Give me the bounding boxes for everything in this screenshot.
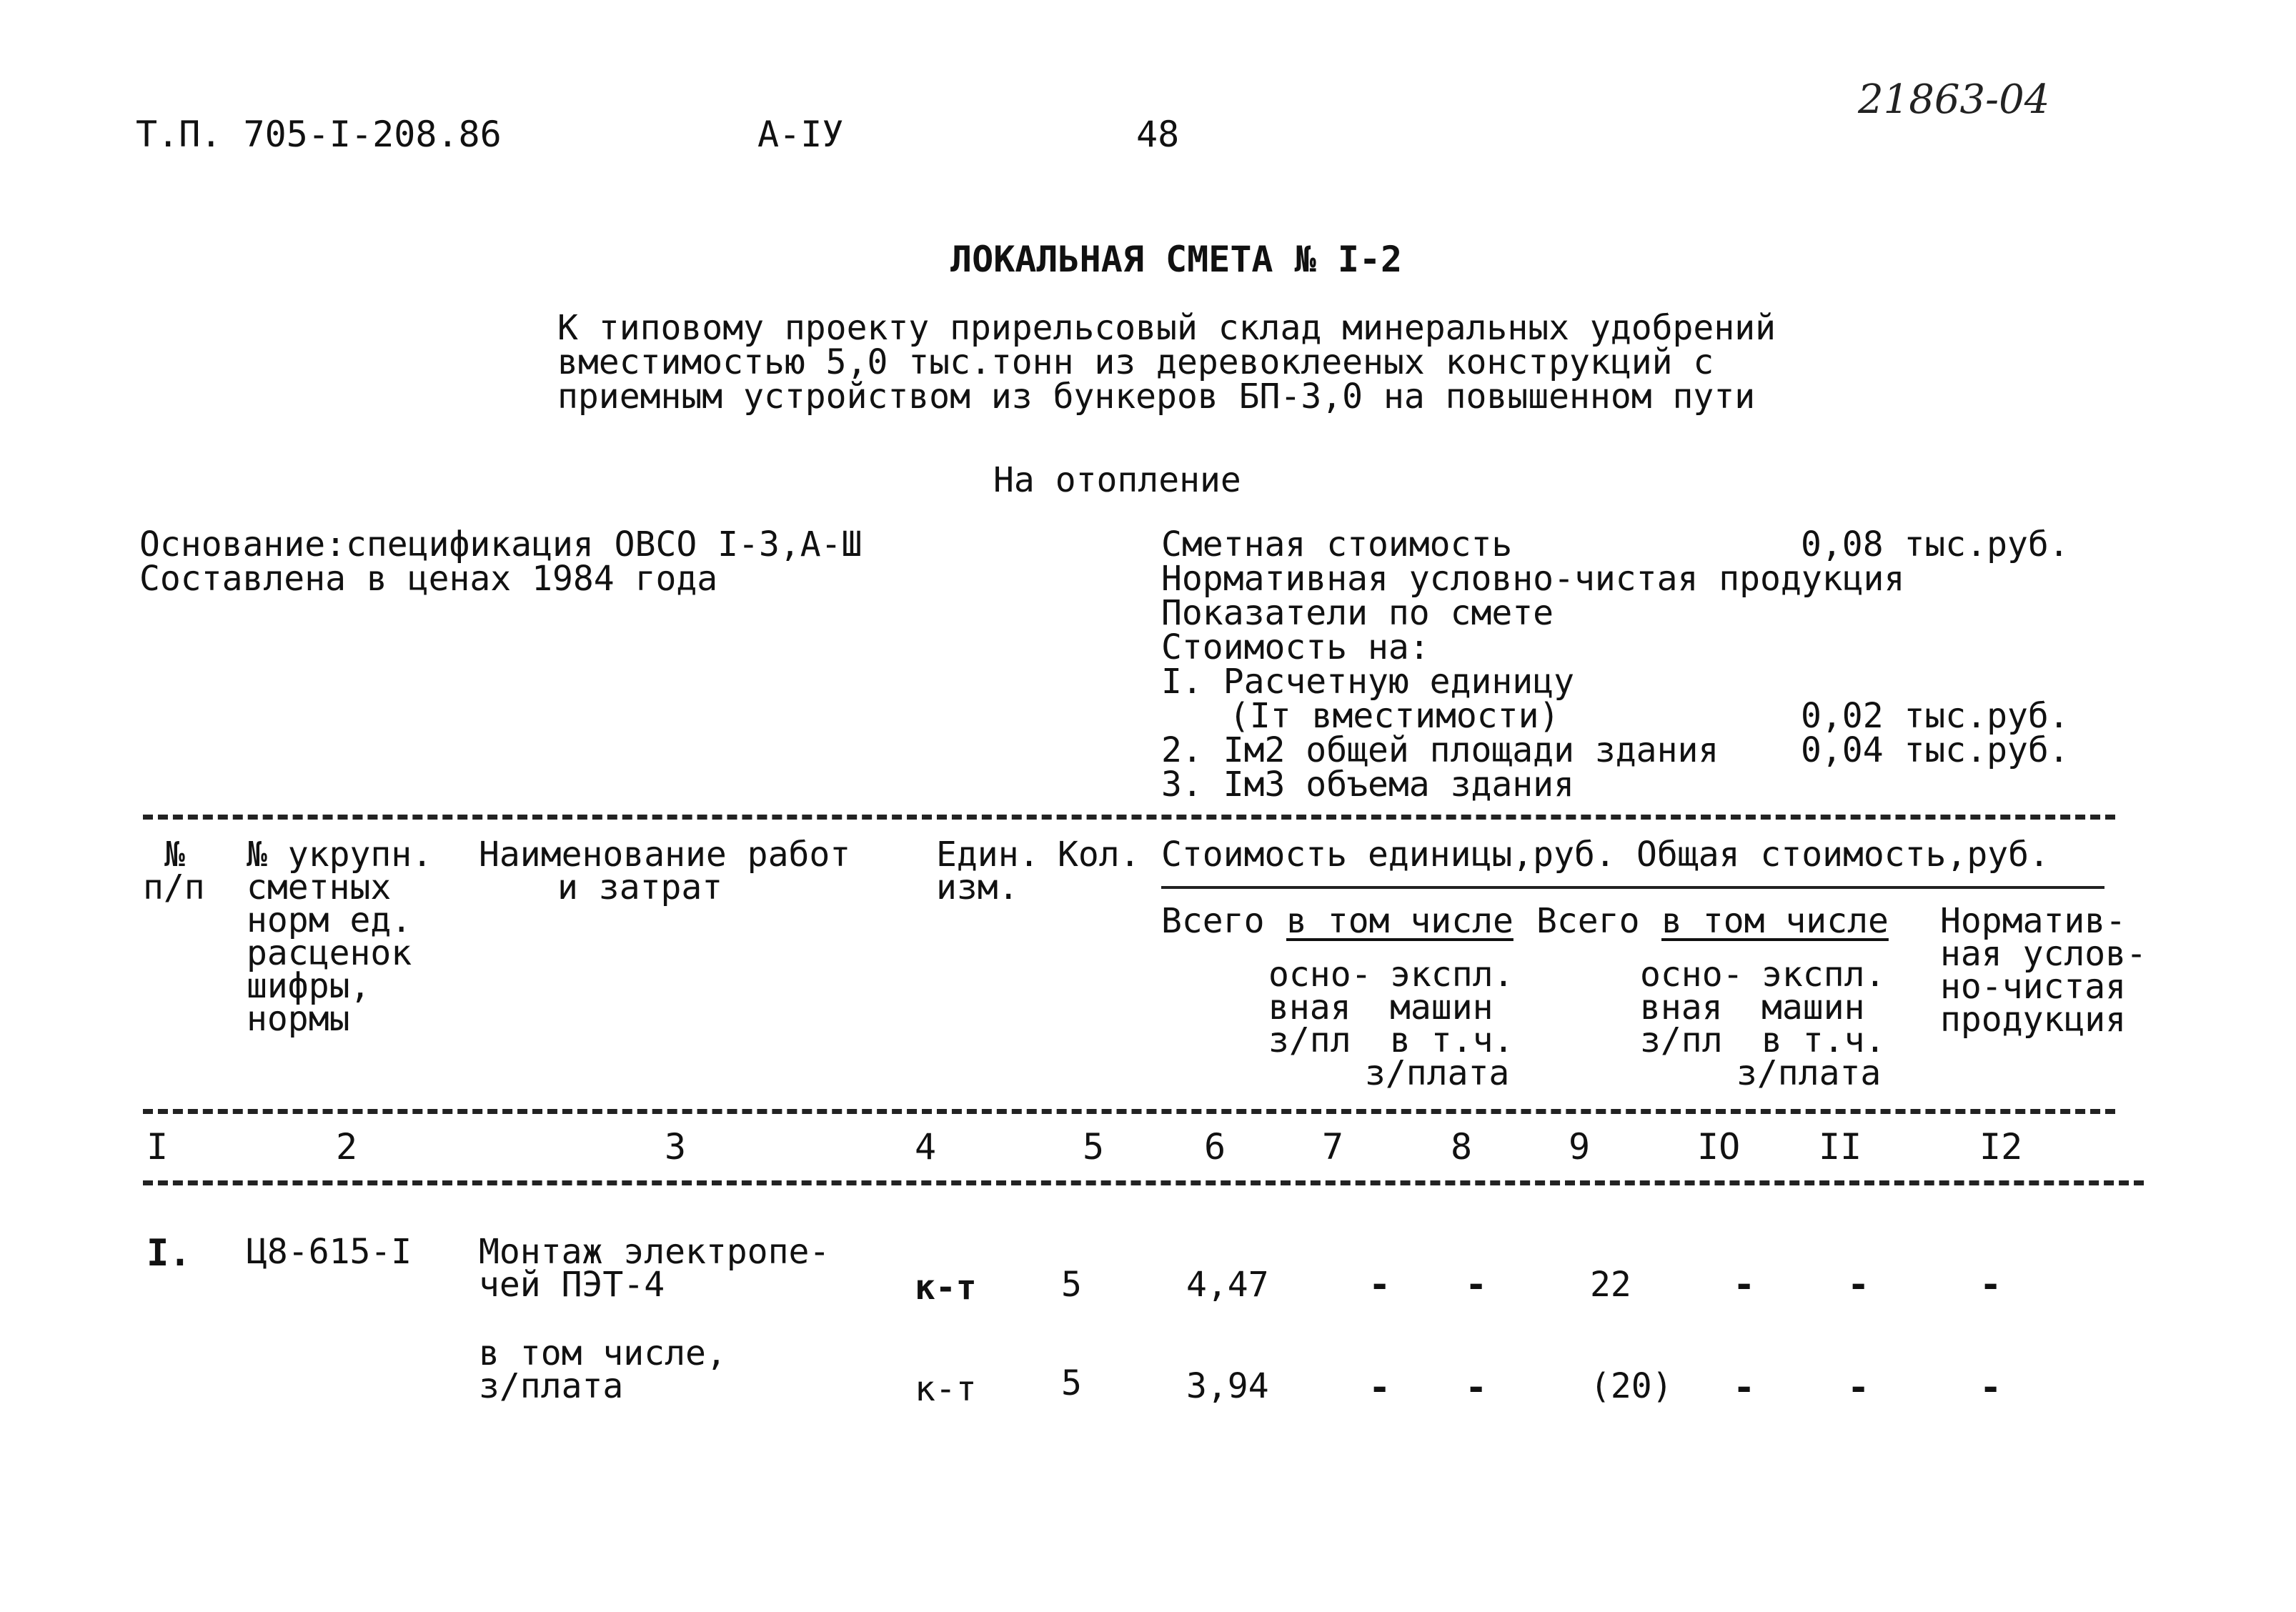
indicator-1-value: 0,02 тыс.руб. [1801, 696, 2069, 736]
column-number-2: 2 [336, 1126, 358, 1168]
unit-total-header: Всего [1161, 901, 1265, 941]
column-number-4: 4 [915, 1126, 937, 1168]
column-number-3: 3 [665, 1126, 687, 1168]
column-numbers-divider [143, 1180, 2144, 1185]
total-machines-header-1: экспл. [1761, 955, 1886, 995]
col-unit-header-2: изм. [936, 867, 1019, 907]
row-total: (20) [1590, 1366, 1673, 1406]
indicator-2-label: 2. Iм2 общей площади здания [1161, 730, 1719, 770]
row-unit-total: 3,94 [1186, 1366, 1269, 1406]
col-number-header-2: п/п [143, 867, 205, 907]
unit-including-header: в том числе [1286, 901, 1514, 941]
normative-header-2: ная услов- [1940, 934, 2147, 974]
basis-prices: Составлена в ценах 1984 года [139, 559, 718, 599]
unit-wage-header-1: осно- [1268, 955, 1372, 995]
document-code: Т.П. 705-I-208.86 [136, 114, 502, 155]
column-number-8: 8 [1451, 1126, 1473, 1168]
total-machines-header-2: машин [1761, 987, 1865, 1028]
row-unit: к-т [915, 1369, 977, 1409]
total-cost-group-header: Общая стоимость,руб. [1636, 835, 2049, 875]
estimated-cost-value: 0,08 тыс.руб. [1801, 524, 2069, 564]
unit-machines-header-2: машин [1390, 987, 1494, 1028]
column-number-12: I2 [1979, 1126, 2023, 1168]
total-machines-header-3: в т.ч. [1761, 1020, 1886, 1060]
normative-header-4: продукция [1940, 1000, 2127, 1040]
row-total-machines: - [1847, 1263, 1870, 1306]
unit-cost-group-header: Стоимость единицы,руб. [1161, 835, 1616, 875]
row-total-wage: - [1733, 1366, 1756, 1409]
normative-header-3: но-чистая [1940, 967, 2127, 1007]
row-total-wage: - [1733, 1263, 1756, 1306]
col-code-header-2: сметных [247, 867, 392, 907]
col-code-header-5: шифры, [247, 966, 371, 1006]
col-code-header-4: расценок [247, 933, 412, 973]
total-including-header: в том числе [1661, 901, 1889, 941]
column-number-11: II [1819, 1126, 1862, 1168]
row-name-line-2: з/плата [479, 1366, 624, 1406]
column-number-1: I [146, 1126, 169, 1168]
total-machines-header-4: з/плата [1736, 1053, 1882, 1093]
basis-specification: Основание:спецификация ОВСО I-3,А-Ш [139, 524, 863, 564]
cost-for-label: Стоимость на: [1161, 627, 1430, 667]
unit-wage-header-3: з/пл [1268, 1020, 1351, 1060]
row-name-line-1: Монтаж электропе- [479, 1232, 830, 1272]
col-name-header-2: и затрат [557, 867, 723, 907]
row-code: Ц8-615-I [247, 1232, 412, 1272]
col-name-header-1: Наименование работ [479, 835, 851, 875]
col-number-header-1: № [164, 835, 185, 875]
indicator-1-label: I. Расчетную единицу [1161, 662, 1574, 702]
column-number-10: IO [1697, 1126, 1741, 1168]
indicator-1-sublabel: (Iт вместимости) [1229, 696, 1560, 736]
row-name-line-1: в том числе, [479, 1333, 727, 1373]
unit-machines-header-3: в т.ч. [1390, 1020, 1514, 1060]
col-code-header-1: № укрупн. [247, 835, 433, 875]
subtitle-line-2: вместимостью 5,0 тыс.тонн из деревоклееных конструкций с [557, 342, 1714, 382]
row-total-machines: - [1847, 1366, 1870, 1409]
col-unit-header-1: Един. [936, 835, 1040, 875]
album-code: А-IУ [757, 114, 844, 155]
header-bottom-divider [143, 1109, 2115, 1114]
cost-group-underline [1161, 886, 2104, 889]
column-number-6: 6 [1204, 1126, 1226, 1168]
indicators-label: Показатели по смете [1161, 593, 1554, 633]
row-qty: 5 [1061, 1265, 1082, 1305]
row-unit-machines: - [1465, 1263, 1488, 1306]
row-normative: - [1979, 1366, 2002, 1409]
column-number-7: 7 [1322, 1126, 1344, 1168]
col-code-header-3: норм ед. [247, 900, 412, 940]
section-title: На отопление [993, 460, 1241, 500]
page-number: 48 [1136, 114, 1180, 155]
total-wage-header-2: вная [1640, 987, 1723, 1028]
row-qty: 5 [1061, 1363, 1082, 1403]
estimated-cost-label: Сметная стоимость [1161, 524, 1513, 564]
indicator-3-label: 3. Iм3 объема здания [1161, 765, 1574, 805]
row-unit: к-т [915, 1268, 977, 1308]
column-number-9: 9 [1569, 1126, 1591, 1168]
col-code-header-6: нормы [247, 999, 350, 1039]
row-normative: - [1979, 1263, 2002, 1306]
total-total-header: Всего [1536, 901, 1640, 941]
row-name-line-2: чей ПЭТ-4 [479, 1265, 665, 1305]
total-wage-header-3: з/пл [1640, 1020, 1723, 1060]
row-unit-total: 4,47 [1186, 1265, 1269, 1305]
total-wage-header-1: осно- [1640, 955, 1744, 995]
unit-machines-header-4: з/плата [1365, 1053, 1510, 1093]
estimate-title: ЛОКАЛЬНАЯ СМЕТА № I-2 [950, 239, 1403, 280]
column-number-5: 5 [1083, 1126, 1105, 1168]
indicator-2-value: 0,04 тыс.руб. [1801, 730, 2069, 770]
row-unit-wage: - [1368, 1366, 1391, 1409]
row-unit-wage: - [1368, 1263, 1391, 1306]
row-number: I. [146, 1232, 192, 1275]
normative-header-1: Норматив- [1940, 901, 2127, 941]
row-unit-machines: - [1465, 1366, 1488, 1409]
subtitle-line-1: К типовому проекту прирельсовый склад минеральных удобрений [557, 308, 1776, 348]
col-qty-header: Кол. [1058, 835, 1140, 875]
table-top-divider [143, 815, 2115, 820]
row-total: 22 [1590, 1265, 1631, 1305]
normative-product-label: Нормативная условно-чистая продукция [1161, 559, 1905, 599]
handwritten-inventory-number: 21863-04 [1858, 76, 2050, 123]
subtitle-line-3: приемным устройством из бункеров БП-3,0 на повышенном пути [557, 377, 1756, 417]
unit-machines-header-1: экспл. [1390, 955, 1514, 995]
unit-wage-header-2: вная [1268, 987, 1351, 1028]
